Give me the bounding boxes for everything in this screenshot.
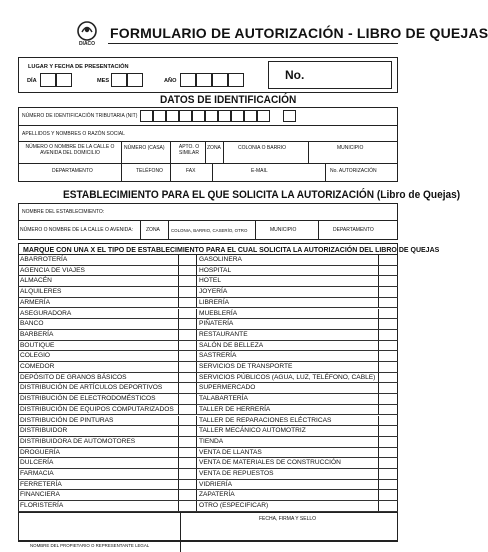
type-checkbox-left[interactable] — [179, 362, 196, 372]
nit-field-1[interactable] — [140, 110, 153, 122]
table-row — [18, 298, 398, 309]
table-row — [18, 276, 398, 287]
type-checkbox-left[interactable] — [179, 255, 196, 265]
type-label-right: GASOLINERA — [199, 256, 242, 263]
type-label-left: COMEDOR — [20, 363, 55, 370]
table-row — [18, 319, 398, 330]
type-label-right: VENTA DE LLANTAS — [199, 448, 262, 456]
presentation-label: LUGAR Y FECHA DE PRESENTACIÓN — [28, 64, 129, 70]
type-checkbox-right[interactable] — [379, 309, 397, 319]
table-row — [18, 373, 398, 384]
type-checkbox-right[interactable] — [379, 330, 397, 340]
type-checkbox-right[interactable] — [379, 373, 397, 383]
type-label-left: ARMERÍA — [20, 298, 51, 306]
type-checkbox-left[interactable] — [179, 437, 196, 447]
nit-field-9[interactable] — [244, 110, 257, 122]
type-label-left: ALMACÉN — [20, 277, 52, 285]
diaco-logo-icon — [73, 19, 101, 47]
type-label-right: VENTA DE REPUESTOS — [199, 470, 274, 477]
month-field-1[interactable] — [111, 73, 127, 87]
type-checkbox-left[interactable] — [179, 298, 196, 308]
apto-label: APTO. O SIMILAR — [178, 144, 200, 156]
title-underline — [108, 43, 398, 44]
municipio-label: MUNICIPIO — [337, 145, 364, 151]
year-field-2[interactable] — [196, 73, 212, 87]
type-label-left: DROGUERÍA — [20, 448, 60, 456]
type-checkbox-left[interactable] — [179, 416, 196, 426]
autorizacion-label: No. AUTORIZACIÓN — [330, 168, 377, 174]
table-row — [18, 341, 398, 352]
day-label: DÍA — [27, 78, 37, 84]
type-checkbox-left[interactable] — [179, 394, 196, 404]
type-label-right: TALLER MECÁNICO AUTOMOTRIZ — [199, 427, 306, 435]
type-label-left: DISTRIBUIDOR — [20, 427, 68, 435]
establishment-municipio-label: MUNICIPIO — [270, 227, 297, 233]
establishment-name-label: NOMBRE DEL ESTABLECIMIENTO: — [22, 209, 105, 215]
telefono-label: TELÉFONO — [136, 168, 163, 174]
type-checkbox-right[interactable] — [379, 480, 397, 490]
table-row — [18, 416, 398, 427]
nit-field-5[interactable] — [192, 110, 205, 122]
table-row — [18, 266, 398, 277]
nit-field-4[interactable] — [179, 110, 192, 122]
table-row — [18, 383, 398, 394]
type-label-left: BOUTIQUE — [20, 341, 55, 349]
type-checkbox-left[interactable] — [179, 276, 196, 286]
type-label-right: SALÓN DE BELLEZA — [199, 341, 264, 349]
type-label-right: SERVICIOS DE TRANSPORTE — [199, 363, 293, 370]
type-label-left: FLORISTERÍA — [20, 502, 64, 510]
table-row — [18, 458, 398, 469]
type-checkbox-left[interactable] — [179, 426, 196, 436]
table-row — [18, 469, 398, 480]
street-label: NÚMERO O NOMBRE DE LA CALLE O AVENIDA DEL DOMICILIO — [25, 144, 115, 156]
year-field-4[interactable] — [228, 73, 244, 87]
month-field-2[interactable] — [127, 73, 143, 87]
type-checkbox-left[interactable] — [179, 469, 196, 479]
type-checkbox-left[interactable] — [179, 309, 196, 319]
establishment-departamento-label: DEPARTAMENTO — [333, 227, 374, 233]
type-label-right: TALABARTERÍA — [199, 395, 248, 403]
type-checkbox-left[interactable] — [179, 319, 196, 329]
table-row — [18, 426, 398, 437]
zona-label: ZONA — [207, 145, 221, 151]
type-label-right: LIBRERÍA — [199, 298, 230, 306]
type-checkbox-right[interactable] — [379, 490, 397, 500]
type-checkbox-right[interactable] — [379, 469, 397, 479]
type-checkbox-left[interactable] — [179, 383, 196, 393]
form-title: FORMULARIO DE AUTORIZACIÓN - LIBRO DE QUEJAS — [110, 25, 488, 41]
nit-field-10[interactable] — [257, 110, 270, 122]
type-checkbox-right[interactable] — [379, 405, 397, 415]
establishment-zona-label: ZONA — [146, 227, 160, 233]
type-label-left: DISTRIBUCIÓN DE ELECTRODOMÉSTICOS — [20, 395, 156, 403]
type-checkbox-right[interactable] — [379, 394, 397, 404]
table-row — [18, 480, 398, 491]
nit-field-3[interactable] — [166, 110, 179, 122]
names-label: APELLIDOS Y NOMBRES O RAZÓN SOCIAL — [22, 131, 125, 137]
type-label-right: HOTEL — [199, 277, 221, 285]
owner-label: NOMBRE DEL PROPIETARIO O REPRESENTANTE LEGAL — [30, 543, 150, 548]
type-checkbox-right[interactable] — [379, 458, 397, 468]
type-label-left: FERRETERÍA — [20, 480, 62, 488]
type-checkbox-left[interactable] — [179, 405, 196, 415]
table-row — [18, 405, 398, 416]
table-row — [18, 490, 398, 501]
type-label-right: MUEBLERÍA — [199, 309, 238, 317]
type-checkbox-right[interactable] — [379, 448, 397, 458]
type-checkbox-left[interactable] — [179, 458, 196, 468]
signature-label: FECHA, FIRMA Y SELLO — [259, 516, 317, 522]
type-checkbox-left[interactable] — [179, 341, 196, 351]
type-label-left: DEPÓSITO DE GRANOS BÁSICOS — [20, 373, 127, 381]
establishment-colonia-label: COLONIA, BARRIO, CASERÍO, OTRO — [171, 228, 248, 233]
type-checkbox-left[interactable] — [179, 501, 196, 511]
type-checkbox-right[interactable] — [379, 298, 397, 308]
type-checkbox-left[interactable] — [179, 448, 196, 458]
nit-field-8[interactable] — [231, 110, 244, 122]
type-label-right: JOYERÍA — [199, 288, 228, 296]
type-label-left: ABARROTERÍA — [20, 256, 68, 263]
type-checkbox-left[interactable] — [179, 490, 196, 500]
house-label: NÚMERO (CASA) — [124, 145, 165, 151]
type-checkbox-right[interactable] — [379, 501, 397, 511]
type-checkbox-right[interactable] — [379, 351, 397, 361]
number-label: No. — [285, 68, 305, 82]
type-checkbox-left[interactable] — [179, 480, 196, 490]
type-checkbox-right[interactable] — [379, 437, 397, 447]
type-label-right: RESTAURANTE — [199, 330, 248, 338]
type-checkbox-right[interactable] — [379, 383, 397, 393]
type-label-right: SASTRERÍA — [199, 352, 237, 360]
type-checkbox-right[interactable] — [379, 287, 397, 297]
type-label-left: DISTRIBUCIÓN DE ARTÍCULOS DEPORTIVOS — [20, 384, 163, 392]
year-field-3[interactable] — [212, 73, 228, 87]
type-checkbox-right[interactable] — [379, 276, 397, 286]
type-checkbox-left[interactable] — [179, 287, 196, 297]
table-row — [18, 501, 398, 512]
type-label-right: TIENDA — [199, 437, 224, 445]
nit-label: NÚMERO DE IDENTIFICACIÓN TRIBUTARIA (NIT) — [22, 113, 138, 119]
type-label-right: HOSPITAL — [199, 266, 232, 274]
departamento-label: DEPARTAMENTO — [52, 168, 93, 174]
nit-field-2[interactable] — [153, 110, 166, 122]
type-checkbox-right[interactable] — [379, 426, 397, 436]
nit-field-6[interactable] — [205, 110, 218, 122]
table-row — [18, 448, 398, 459]
type-label-right: VENTA DE MATERIALES DE CONSTRUCCIÓN — [199, 459, 341, 467]
type-label-left: BANCO — [20, 320, 44, 328]
type-checkbox-right[interactable] — [379, 266, 397, 276]
type-label-left: AGENCIA DE VIAJES — [20, 266, 85, 274]
type-label-right: PIÑATERÍA — [199, 320, 234, 328]
type-label-left: FINANCIERA — [20, 491, 60, 499]
type-label-left: BARBERÍA — [20, 330, 54, 338]
type-label-left: ASEGURADORA — [20, 309, 72, 317]
type-label-right: TALLER DE REPARACIONES ELÉCTRICAS — [199, 416, 332, 424]
type-checkbox-right[interactable] — [379, 319, 397, 329]
table-row — [18, 287, 398, 298]
day-field-2[interactable] — [56, 73, 72, 87]
establishment-street-label: NÚMERO O NOMBRE DE LA CALLE O AVENIDA: — [20, 227, 133, 233]
table-row — [18, 394, 398, 405]
types-title: MARQUE CON UNA X EL TIPO DE ESTABLECIMIENTO PARA EL CUAL SOLICITA LA AUTORIZACIÓN DEL LIBRO DE QUEJAS — [23, 245, 440, 254]
type-label-right: SUPERMERCADO — [199, 384, 256, 392]
email-label: E-MAIL — [251, 168, 268, 174]
colonia-label: COLONIA O BARRIO — [238, 145, 287, 151]
type-label-left: DISTRIBUCIÓN DE EQUIPOS COMPUTARIZADOS — [20, 405, 174, 413]
type-checkbox-left[interactable] — [179, 373, 196, 383]
type-label-right: OTRO (ESPECIFICAR) — [199, 502, 269, 510]
type-label-left: DULCERÍA — [20, 459, 54, 467]
type-label-left: ALQUILERES — [20, 288, 62, 296]
type-checkbox-right[interactable] — [379, 341, 397, 351]
type-label-right: VIDRIERÍA — [199, 480, 232, 488]
logo-text: DIACO — [78, 41, 96, 47]
month-label: MES — [97, 78, 110, 84]
table-row — [18, 330, 398, 341]
type-label-left: DISTRIBUIDORA DE AUTOMOTORES — [20, 437, 136, 445]
type-checkbox-left[interactable] — [179, 266, 196, 276]
type-checkbox-left[interactable] — [179, 330, 196, 340]
type-label-right: ZAPATERÍA — [199, 491, 235, 499]
fax-label: FAX — [186, 168, 196, 174]
type-label-left: FARMACIA — [20, 470, 54, 477]
table-row — [18, 362, 398, 373]
year-field-1[interactable] — [180, 73, 196, 87]
type-checkbox-right[interactable] — [379, 416, 397, 426]
nit-field-7[interactable] — [218, 110, 231, 122]
type-checkbox-right[interactable] — [379, 255, 397, 265]
establishment-title: ESTABLECIMIENTO PARA EL QUE SOLICITA LA AUTORIZACIÓN (Libro de Quejas) — [63, 189, 461, 201]
type-checkbox-right[interactable] — [379, 362, 397, 372]
day-field-1[interactable] — [40, 73, 56, 87]
type-label-left: COLEGIO — [20, 352, 51, 360]
year-label: AÑO — [164, 78, 177, 84]
type-label-right: TALLER DE HERRERÍA — [199, 405, 271, 413]
type-label-left: DISTRIBUCIÓN DE PINTURAS — [20, 416, 114, 424]
table-row — [18, 351, 398, 362]
table-row — [18, 437, 398, 448]
nit-field-check[interactable] — [283, 110, 296, 122]
type-label-right: SERVICIOS PÚBLICOS (AGUA, LUZ, TELÉFONO, CABLE) — [199, 373, 376, 381]
identification-title: DATOS DE IDENTIFICACIÓN — [160, 94, 297, 106]
type-checkbox-left[interactable] — [179, 351, 196, 361]
table-row — [18, 255, 398, 266]
table-row — [18, 309, 398, 320]
